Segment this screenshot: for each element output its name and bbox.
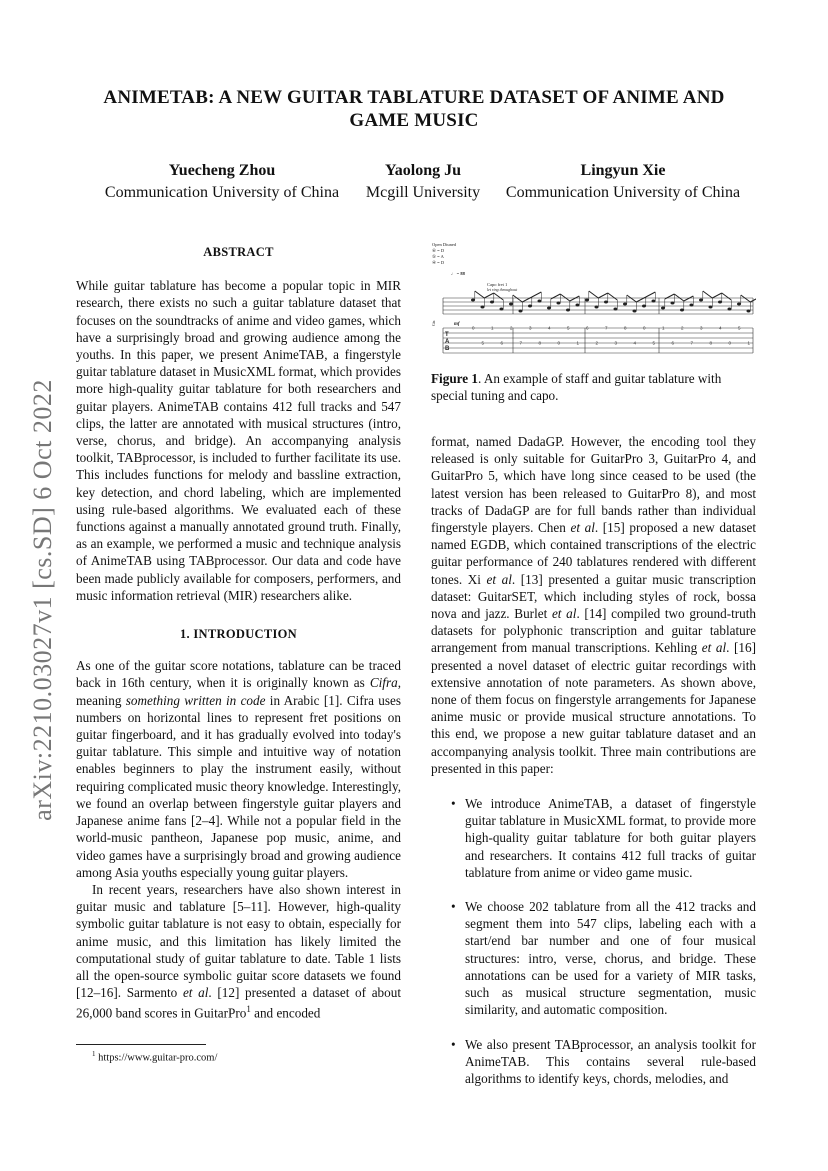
author-block-2	[358, 160, 488, 204]
tab-letter-t: T	[445, 332, 449, 338]
figure-1-caption	[431, 370, 756, 404]
svg-text:4: 4	[719, 325, 722, 331]
contributions-list	[431, 795, 756, 1087]
svg-text:8: 8	[538, 340, 542, 346]
contribution-item-1: • We introduce AnimeTAB, a dataset of fingerstyle guitar tablature in MusicXML format, to provide more high-quality guitar tablature for both guitar players and researchers. It contains 412 full tracks of guitar tablature from anime or video game music.	[451, 796, 756, 880]
title-line-1: ANIMETAB: A NEW GUITAR TABLATURE DATASET OF ANIME AND	[103, 87, 725, 108]
svg-text:6: 6	[500, 340, 504, 346]
tab-letter-a: A	[445, 339, 450, 345]
svg-text:8: 8	[709, 340, 713, 346]
capo-text: Capo fret 1	[487, 282, 508, 287]
svg-text:5: 5	[652, 340, 656, 346]
svg-text:5: 5	[567, 325, 570, 331]
author-name: Yaolong Ju	[384, 162, 462, 179]
contribution-item-3: • We also present TABprocessor, an analysis toolkit for AnimeTAB. This contains several rule-based algorithms to identify keys, chords, melodies, and	[451, 1036, 756, 1086]
tab-letter-b: B	[445, 346, 450, 352]
tempo-marking: ♩ = 88	[451, 271, 465, 276]
tuning-string-6: ⑥ = D	[432, 248, 445, 253]
svg-text:1: 1	[576, 340, 580, 346]
footnote: $^1$ https://www.guitar-pro.com/	[92, 1050, 218, 1064]
title-line-2: GAME MUSIC	[349, 110, 479, 131]
tuning-string-5: ⑤ = A	[432, 254, 444, 259]
footnote-rule	[76, 1044, 206, 1045]
tuning-header: Open Dtuned	[432, 242, 457, 247]
svg-text:8: 8	[624, 325, 627, 331]
fret-numbers	[472, 326, 751, 346]
svg-text:3: 3	[614, 340, 618, 346]
left-column	[76, 244, 401, 1022]
svg-text:6: 6	[586, 325, 589, 331]
abstract-heading: ABSTRACT	[203, 245, 274, 259]
arxiv-identifier	[18, 360, 68, 840]
author-affiliation: Communication University of China	[104, 184, 340, 201]
paper-title	[80, 86, 748, 132]
abstract-text: While guitar tablature has become a popular topic in MIR research, there exists no such a guitar tablature dataset that focuses on the soundtracks of anime and video games, which have a surprisingly broad and growing audience among the youths. In this paper, we present AnimeTAB, a fingerstyle guitar tablature dataset in MusicXML format, which provides more high-quality guitar tablature for both researchers and guitar players. AnimeTAB contains 412 full tracks and 547 clips, the latter are annotated with musical structures (intro, verse, chorus, and bridge). An accompanying analysis toolkit, TABprocessor, is included to further facilitate its use. This includes functions for melody and bassline extraction, key detection, and chord labeling, which are implemented using rule-based algorithms. We evaluated each of these functions against a manually annotated ground truth. Finally, as an example, we performed a music and technique analysis of AnimeTAB using TABprocessor. Our data and code have been made publicly available for composers, performers, and music information retrieval (MIR) researchers alike.	[76, 278, 401, 603]
svg-text:1: 1	[662, 325, 665, 331]
svg-text:2: 2	[510, 325, 513, 331]
figure-1-music-notation	[431, 240, 756, 362]
staff-label: Gtr.	[431, 319, 436, 326]
intro-paragraph-1: As one of the guitar score notations, tablature can be traced back in 16th century, when it is originally known as Cifra, meaning something written in code in Arabic [1]. Cifra uses numbers on horizontal lines to represent fret positions on guitar fingerboard, and it has gradually evolved into today's guitar tablature. This simple and intuitive way of notation enables beginners to play the instrument easily, without requiring complicated music theory knowledge. Interestingly, we found an overlap between fingerstyle guitar players and Japanese anime fans [2–4]. While not a popular field in the world-music pantheon, Japanese pop music, anime, and video games have a surprisingly broad and growing audience among Asia youths especially young guitar players.	[76, 658, 401, 880]
svg-text:7: 7	[519, 340, 523, 346]
svg-text:5: 5	[481, 340, 485, 346]
svg-text:0: 0	[557, 340, 561, 346]
arxiv-identifier-text: arXiv:2210.03027v1 [cs.SD] 6 Oct 2022	[28, 379, 57, 821]
svg-text:5: 5	[738, 325, 741, 331]
author-name: Yuecheng Zhou	[168, 162, 276, 179]
svg-text:0: 0	[643, 325, 646, 331]
svg-text:4: 4	[548, 325, 551, 331]
svg-text:0: 0	[728, 340, 732, 346]
caption-text: . An example of staff and guitar tablature with special tuning and capo.	[431, 371, 722, 404]
intro-paragraph-2: In recent years, researchers have also shown interest in guitar music and tablature [5–11]. However, high-quality symbolic guitar tablature is not easy to obtain, especially for anime music, and this limitation has likely limited the computational study of guitar tablature to date. Table 1 lists all the open-source symbolic guitar score datasets we found [12–16]. Sarmento et al. [12] presented a dataset of about 26,000 band scores in GuitarPro$^1$ and encoded	[76, 881, 402, 1021]
svg-text:7: 7	[605, 325, 608, 331]
tuning-string-4: ④ = D	[432, 260, 445, 265]
dynamic-marking: mf	[454, 322, 460, 327]
svg-text:0: 0	[472, 325, 475, 331]
author-block-3	[498, 160, 748, 204]
author-name: Lingyun Xie	[580, 162, 666, 179]
music-staff	[443, 298, 753, 314]
svg-text:3: 3	[529, 325, 532, 331]
staff-tablature-image	[431, 240, 756, 362]
svg-text:2: 2	[681, 325, 684, 331]
contribution-item-2: • We choose 202 tablature from all the 412 tracks and segment them into 547 clips, labeling each with a start/end bar number and one of four musical structures: intro, verse, chorus, and bridge. These annotations can be used for a variety of MIR tasks, such as musical structure segmentation, music similarity, and automatic composition.	[451, 899, 756, 1018]
author-affiliation: Communication University of China	[505, 184, 741, 201]
author-affiliation: Mcgill University	[365, 184, 481, 201]
svg-text:4: 4	[633, 340, 637, 346]
svg-text:7: 7	[690, 340, 694, 346]
introduction-heading: 1. INTRODUCTION	[179, 627, 297, 642]
svg-text:3: 3	[700, 325, 703, 331]
svg-text:6: 6	[671, 340, 675, 346]
svg-text:1: 1	[491, 325, 494, 331]
svg-text:2: 2	[595, 340, 599, 346]
svg-text:1: 1	[747, 340, 751, 346]
caption-label: Figure 1	[431, 371, 479, 386]
author-block-1	[96, 160, 348, 204]
let-ring-text: let ring throughout	[487, 287, 518, 292]
footnote-marker: 1	[246, 1004, 251, 1015]
right-paragraph-1: format, named DadaGP. However, the encoding tool they released is only suitable for GuitarPro 3, GuitarPro 4, and GuitarPro 5, which have long since ceased to be used (the latest version has been released to GuitarPro 8), and most tracks of DadaGP are for full bands rather than individual fingerstyle players. Chen et al. [15] proposed a new dataset named EGDB, which contained transcriptions of the electric guitar performance of 240 tablatures rendered with different tones. Xi et al. [13] presented a guitar music transcription dataset: GuitarSET, which including styles of rock, bossa nova and jazz. Burlet et al. [14] compiled two ground-truth datasets for polyphonic transcription and guitar tablature arrangement from manual transcriptions. Kehling et al. [16] presented a novel dataset of electric guitar recordings with extensive annotation of note parameters. As shown above, none of them focus on fingerstyle arrangements for Japanese anime music or provide musical structure annotations. To this end, we propose a new guitar tablature dataset and an accompanying analysis toolkit. Three main contributions are presented in this paper:	[431, 434, 757, 776]
right-column	[431, 433, 756, 1104]
